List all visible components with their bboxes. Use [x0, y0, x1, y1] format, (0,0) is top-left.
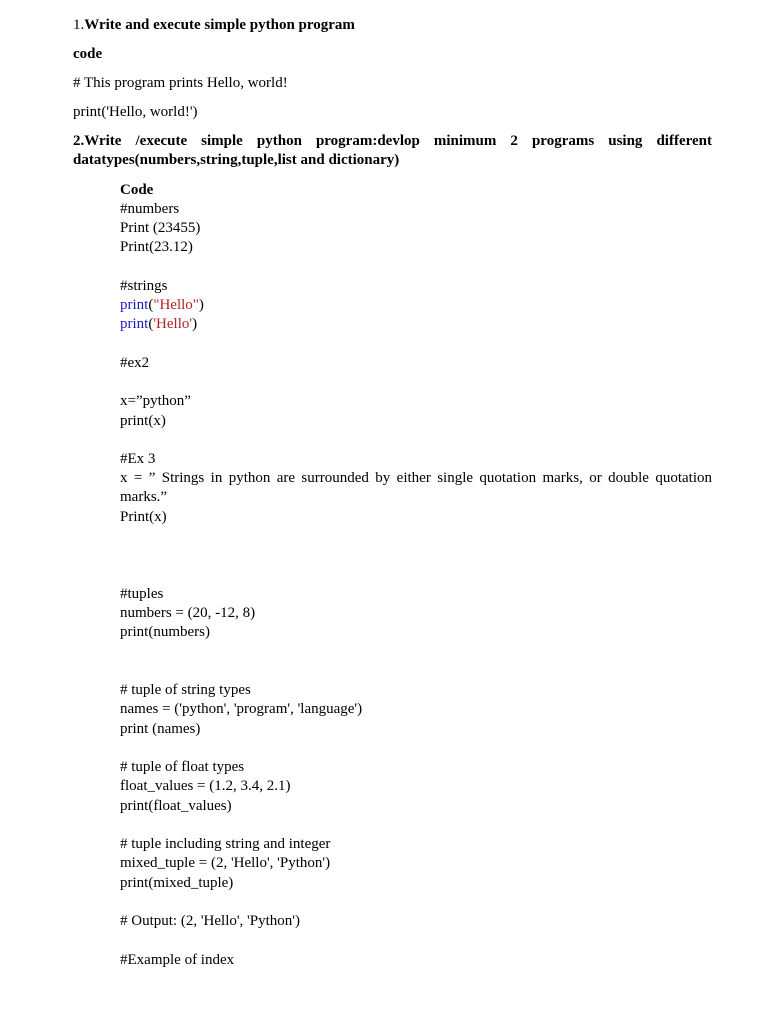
section-2-code-heading: Code	[120, 182, 154, 198]
section-1-statement: print('Hello, world!')	[73, 104, 198, 120]
strings-line-1	[120, 296, 204, 315]
section-1-title: Write and execute simple python program	[84, 17, 355, 33]
tuples-print: print(numbers)	[120, 624, 210, 640]
strings-line-2	[120, 315, 197, 334]
print-keyword: print	[120, 316, 149, 332]
ex3-print: Print(x)	[120, 509, 167, 525]
ex3-comment: #Ex 3	[120, 451, 156, 467]
close-paren: )	[192, 316, 198, 332]
tuple-mixed-print: print(mixed_tuple)	[120, 875, 234, 891]
ex2-assign: x=”python”	[120, 393, 191, 409]
section-1-number: 1.	[73, 17, 85, 33]
tuple-mixed-assign: mixed_tuple = (2, 'Hello', 'Python')	[120, 855, 331, 871]
output-comment: # Output: (2, 'Hello', 'Python')	[120, 913, 300, 929]
tuple-mixed-comment: # tuple including string and integer	[120, 836, 331, 852]
tuple-strings-assign: names = ('python', 'program', 'language')	[120, 701, 363, 717]
tuples-comment: #tuples	[120, 586, 164, 602]
ex2-comment: #ex2	[120, 355, 150, 371]
numbers-comment: #numbers	[120, 201, 180, 217]
open-paren: (	[148, 316, 154, 332]
section-2-title	[73, 132, 712, 170]
section-1-code-heading: code	[73, 46, 103, 62]
numbers-line-2: Print(23.12)	[120, 239, 193, 255]
string-literal: 'Hello'	[153, 316, 193, 332]
strings-comment: #strings	[120, 278, 168, 294]
ex3-assign: x = ” Strings in python are surrounded by either single quotation marks, or double quotation marks.”	[120, 470, 712, 505]
close-paren: )	[198, 297, 204, 313]
tuple-floats-assign: float_values = (1.2, 3.4, 2.1)	[120, 778, 291, 794]
ex2-print: print(x)	[120, 413, 166, 429]
section-1-heading	[73, 16, 355, 35]
index-comment: #Example of index	[120, 952, 235, 968]
print-keyword: print	[120, 297, 149, 313]
numbers-line-1: Print (23455)	[120, 220, 201, 236]
section-2-title-line-2: datatypes(numbers,string,tuple,list and dictionary)	[73, 152, 400, 168]
string-literal: "Hello"	[153, 297, 199, 313]
section-1-comment: # This program prints Hello, world!	[73, 75, 288, 91]
open-paren: (	[148, 297, 154, 313]
tuple-floats-print: print(float_values)	[120, 798, 232, 814]
tuples-assign: numbers = (20, -12, 8)	[120, 605, 256, 621]
tuple-strings-comment: # tuple of string types	[120, 682, 251, 698]
tuple-strings-print: print (names)	[120, 721, 201, 737]
tuple-floats-comment: # tuple of float types	[120, 759, 245, 775]
section-2-title-line-1: 2.Write /execute simple python program:devlop minimum 2 programs using different	[73, 133, 712, 149]
